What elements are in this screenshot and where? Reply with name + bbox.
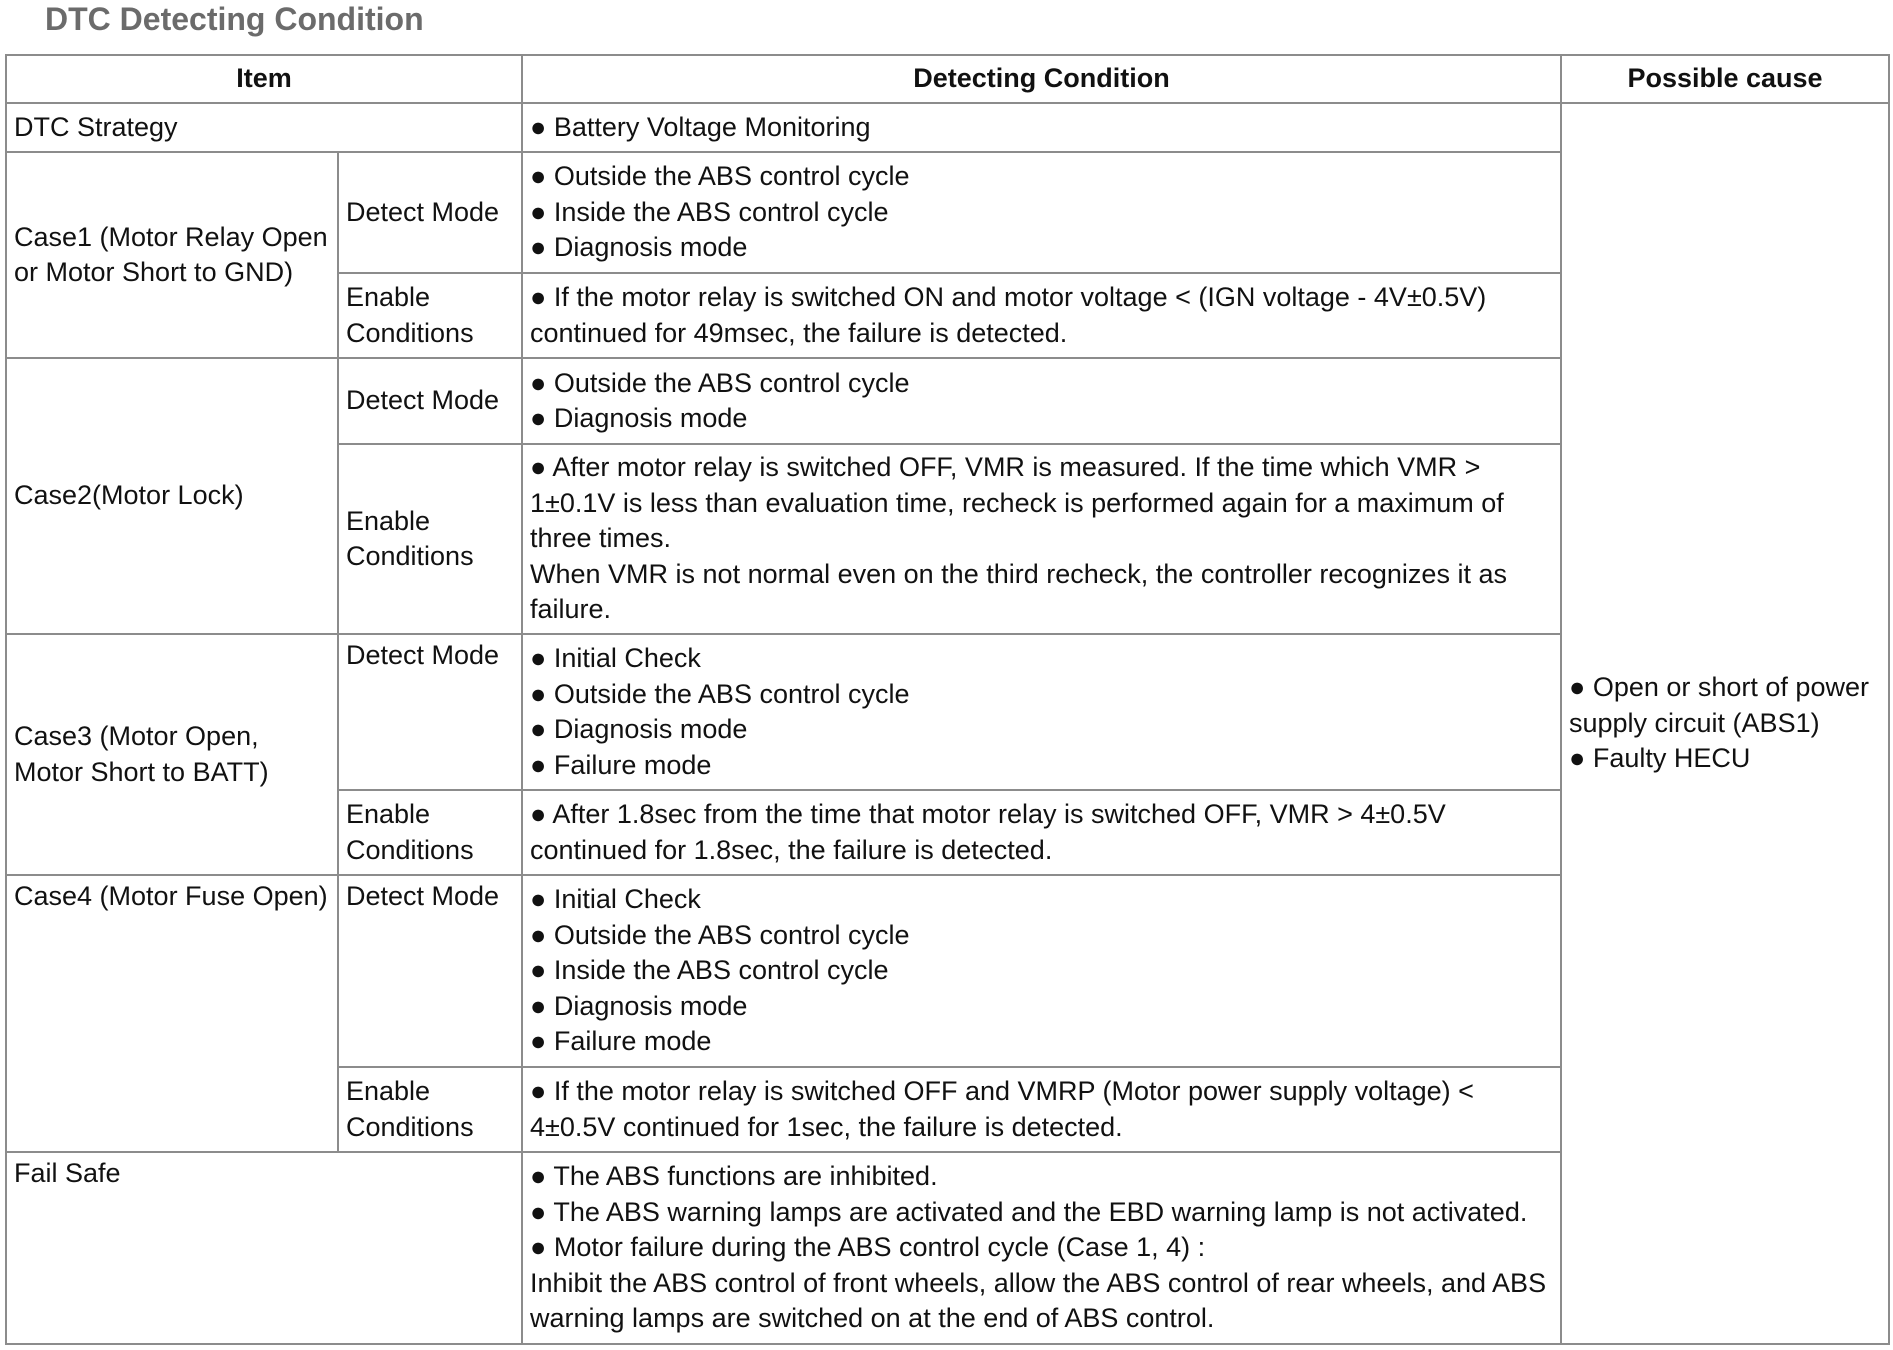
header-item: Item [6,55,522,103]
list-item: ● Inside the ABS control cycle [530,955,889,986]
bullet-icon: ● [530,1076,547,1106]
case2-detect-condition [522,358,1561,444]
bullet-icon: ● [530,1196,547,1227]
list-item: ● Initial Check [530,643,701,673]
failsafe-condition [522,1152,1561,1344]
header-condition: Detecting Condition [522,55,1561,103]
list-item: ● If the motor relay is switched OFF and VMRP (Motor power supply voltage) < 4±0.5V continued for 1sec, the failure is detected. [530,1076,1474,1142]
bullet-icon: ● [530,1026,547,1057]
bullet-icon: ● [530,111,547,142]
bullet-icon: ● [530,403,547,433]
header-row [6,55,1889,103]
list-item: ● Outside the ABS control cycle [530,919,910,950]
case4-label: Case4 (Motor Fuse Open) [6,875,338,1152]
list-item: ● Diagnosis mode [530,403,748,433]
bullet-icon: ● [530,232,547,263]
bullet-icon: ● [1569,743,1586,774]
list-item: ● After motor relay is switched OFF, VMR is measured. If the time which VMR > 1±0.1V is less than evaluation time, recheck is performed again for a maximum of three times. [530,452,1504,554]
case1-detect-condition [522,152,1561,273]
bullet-icon: ● [530,161,547,192]
list-item: ● Failure mode [530,749,712,780]
list-item: ● After 1.8sec from the time that motor relay is switched OFF, VMR > 4±0.5V continued for 1.8sec, the failure is detected. [530,799,1446,865]
failsafe-note: Inhibit the ABS control of front wheels, allow the ABS control of rear wheels, and ABS warning lamps are switched on at the end of ABS control. [530,1267,1547,1334]
bullet-icon: ● [530,678,547,709]
bullet-icon: ● [530,955,547,986]
case4-detect-label: Detect Mode [338,875,522,1067]
bullet-icon: ● [530,452,547,483]
case2-enable-condition [522,444,1561,634]
case1-label: Case1 (Motor Relay Open or Motor Short to GND) [6,152,338,358]
list-item: ● The ABS warning lamps are activated and the EBD warning lamp is not activated. [530,1196,1528,1227]
bullet-icon: ● [530,367,547,398]
list-item: ● Outside the ABS control cycle [530,678,910,709]
case1-enable-label: Enable Conditions [338,273,522,358]
cause-item: ● Open or short of power supply circuit (ABS1) [1569,672,1869,738]
bullet-icon: ● [530,1161,547,1192]
case2-label: Case2(Motor Lock) [6,358,338,634]
bullet-icon: ● [530,990,547,1021]
case4-detect-condition [522,875,1561,1067]
dtc-table [5,54,1890,1345]
list-item: ● Motor failure during the ABS control cycle (Case 1, 4) : [530,1232,1206,1263]
list-item: ● Diagnosis mode [530,990,748,1021]
bullet-icon: ● [530,1232,547,1263]
strategy-condition [522,103,1561,152]
list-item: ● The ABS functions are inhibited. [530,1161,938,1192]
case3-detect-condition [522,634,1561,790]
list-item: ● If the motor relay is switched ON and motor voltage < (IGN voltage - 4V±0.5V) continued for 49msec, the failure is detected. [530,282,1487,348]
bullet-icon: ● [530,919,547,950]
case3-enable-label: Enable Conditions [338,790,522,875]
bullet-icon: ● [530,714,547,744]
list-item: ● Initial Check [530,884,701,915]
case2-detect-label: Detect Mode [338,358,522,444]
case3-detect-label: Detect Mode [338,634,522,790]
list-item: ● Outside the ABS control cycle [530,161,910,192]
list-item: ● Outside the ABS control cycle [530,367,910,398]
case2-enable-label: Enable Conditions [338,444,522,634]
list-item: ● Inside the ABS control cycle [530,196,889,227]
list-item: ● Battery Voltage Monitoring [530,111,871,142]
bullet-icon: ● [530,196,547,227]
failsafe-label: Fail Safe [6,1152,522,1344]
list-item: ● Failure mode [530,1026,712,1057]
possible-cause-cell [1561,103,1889,1344]
strategy-row [6,103,1889,152]
case4-enable-label: Enable Conditions [338,1067,522,1152]
list-item: ● Diagnosis mode [530,232,748,263]
page-title: DTC Detecting Condition [45,1,424,37]
strategy-label: DTC Strategy [6,103,522,152]
bullet-icon: ● [1569,672,1586,703]
case3-label: Case3 (Motor Open, Motor Short to BATT) [6,634,338,875]
bullet-icon: ● [530,643,547,673]
bullet-icon: ● [530,884,547,915]
enable-note: When VMR is not normal even on the third recheck, the controller recognizes it as failure. [530,558,1507,625]
case3-enable-condition [522,790,1561,875]
bullet-icon: ● [530,799,547,829]
bullet-icon: ● [530,282,547,312]
cause-item: ● Faulty HECU [1569,743,1751,774]
case1-detect-label: Detect Mode [338,152,522,273]
case1-enable-condition [522,273,1561,358]
header-cause: Possible cause [1561,55,1889,103]
bullet-icon: ● [530,749,547,780]
list-item: ● Diagnosis mode [530,714,748,744]
case4-enable-condition [522,1067,1561,1152]
